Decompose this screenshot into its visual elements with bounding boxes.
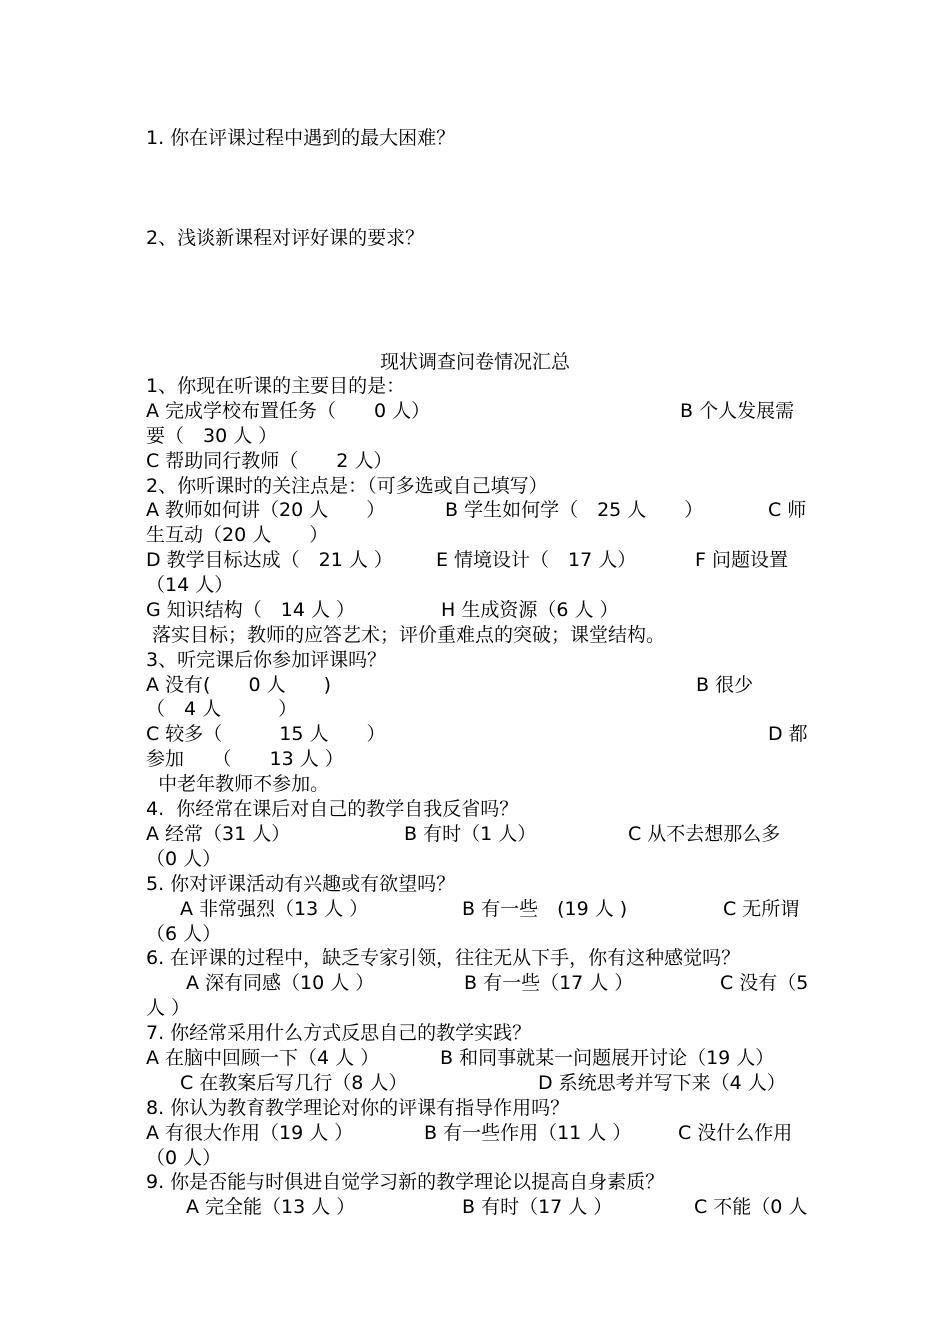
q3-note: 中老年教师不参加。	[146, 773, 330, 795]
q5-option-c-cont: （6 人）	[146, 923, 222, 945]
q6-option-b: B 有一些（17 人 ）	[464, 972, 634, 994]
q8-option-a: A 有很大作用（19 人 ）	[146, 1122, 354, 1144]
question-7: 7. 你经常采用什么方式反思自己的教学实践？	[146, 1022, 532, 1044]
q7-option-a: A 在脑中回顾一下（4 人 ）	[146, 1047, 380, 1069]
question-3: 3、听完课后你参加评课吗？	[146, 649, 387, 671]
q2-option-d: D 教学目标达成（ 21 人 ）	[146, 549, 393, 571]
pre-question-1: 1. 你在评课过程中遇到的最大困难？	[146, 127, 456, 149]
q9-option-a: A 完全能（13 人 ）	[186, 1196, 356, 1218]
question-2: 2、你听课时的关注点是：（可多选或自己填写）	[146, 475, 548, 497]
q2-option-a: A 教师如何讲（20 人 ）	[146, 499, 386, 521]
q2-option-g: G 知识结构（ 14 人 ）	[146, 599, 356, 621]
q7-option-c: C 在教案后写几行（8 人）	[180, 1072, 408, 1094]
q4-option-a: A 经常（31 人）	[146, 823, 291, 845]
q3-option-c: C 较多（ 15 人 ）	[146, 723, 386, 745]
q1-option-a: A 完成学校布置任务（ 0 人）	[146, 400, 431, 422]
question-8: 8. 你认为教育教学理论对你的评课有指导作用吗？	[146, 1097, 570, 1119]
q7-option-d: D 系统思考并写下来（4 人）	[538, 1072, 786, 1094]
q9-option-b: B 有时（17 人 ）	[462, 1196, 613, 1218]
q6-option-c: C 没有（5	[720, 972, 809, 994]
summary-title: 现状调查问卷情况汇总	[379, 351, 570, 373]
q3-option-d: D 都	[768, 723, 808, 745]
q2-option-c: C 师	[768, 499, 807, 521]
q5-option-c: C 无所谓	[723, 898, 800, 920]
q3-option-d-cont: 参加 （ 13 人 ）	[146, 748, 344, 770]
q6-option-c-cont: 人 ）	[146, 997, 191, 1019]
question-6: 6. 在评课的过程中，缺乏专家引领，往往无从下手，你有这种感觉吗？	[146, 947, 741, 969]
q9-option-c: C 不能（0 人	[694, 1196, 808, 1218]
q6-option-a: A 深有同感（10 人 ）	[186, 972, 375, 994]
q5-option-a: A 非常强烈（13 人 ）	[180, 898, 369, 920]
q2-option-b: B 学生如何学（ 25 人 ）	[445, 499, 704, 521]
q1-option-c: C 帮助同行教师（ 2 人）	[146, 450, 393, 472]
question-1: 1、你现在听课的主要目的是：	[146, 375, 406, 397]
q1-option-b: B 个人发展需	[680, 400, 795, 422]
q3-option-a: A 没有( 0 人 )	[146, 674, 331, 696]
q4-option-b: B 有时（1 人）	[404, 823, 537, 845]
question-5: 5. 你对评课活动有兴趣或有欲望吗？	[146, 873, 456, 895]
q8-option-c-cont: （0 人）	[146, 1147, 222, 1169]
q2-note: 落实目标；教师的应答艺术；评价重难点的突破；课堂结构。	[146, 624, 666, 646]
q2-option-f: F 问题设置	[695, 549, 788, 571]
question-9: 9. 你是否能与时俱进自觉学习新的教学理论以提高自身素质？	[146, 1171, 665, 1193]
q2-option-c-cont: 生互动（20 人 ）	[146, 524, 329, 546]
q2-option-f-cont: （14 人）	[146, 574, 234, 596]
q2-option-e: E 情境设计（ 17 人）	[436, 549, 637, 571]
q8-option-b: B 有一些作用（11 人 ）	[424, 1122, 632, 1144]
q4-option-c-cont: （0 人）	[146, 848, 222, 870]
q2-option-h: H 生成资源（6 人 ）	[441, 599, 619, 621]
q1-option-b-cont: 要（ 30 人 ）	[146, 425, 278, 447]
q8-option-c: C 没什么作用	[678, 1122, 793, 1144]
q3-option-b-cont: （ 4 人 ）	[146, 698, 298, 720]
pre-question-2: 2、浅谈新课程对评好课的要求？	[146, 227, 425, 249]
q3-option-b: B 很少	[696, 674, 754, 696]
q5-option-b: B 有一些 (19 人 )	[462, 898, 628, 920]
question-4: 4. 你经常在课后对自己的教学自我反省吗？	[146, 798, 519, 820]
q7-option-b: B 和同事就某一问题展开讨论（19 人）	[440, 1047, 775, 1069]
q4-option-c: C 从不去想那么多	[628, 823, 781, 845]
